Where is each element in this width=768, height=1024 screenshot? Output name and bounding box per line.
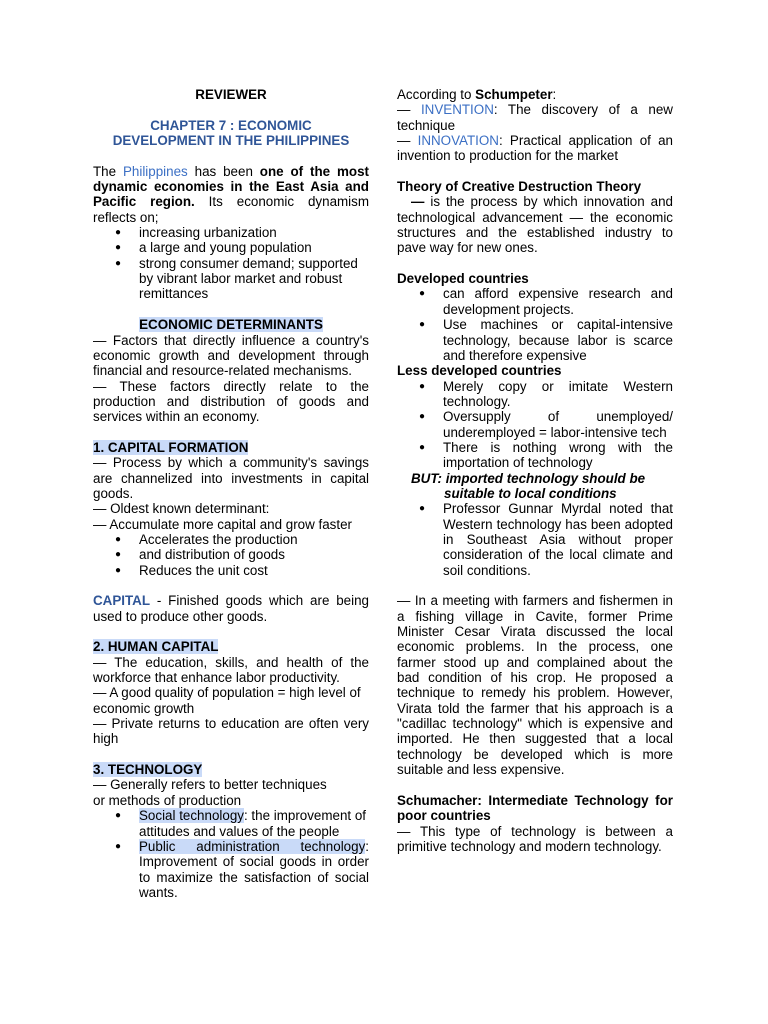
list-item: ● Use machines or capital-intensive technology, because labor is scarce and therefore expensive [397,317,673,363]
list-item: ● can afford expensive research and development projects. [397,286,673,317]
human-capital-text-1: — The education, skills, and health of the workforce that enhance labor productivity. [93,654,369,686]
social-technology-text: : the improvement of attitudes and values of the people [139,808,367,839]
human-capital-text-2: — A good quality of population = high level of economic growth [93,685,361,716]
invention-term: INVENTION [420,102,494,118]
schumpeter-colon: : [552,87,557,102]
chapter-title-line1: CHAPTER 7 : ECONOMIC [150,117,312,133]
list-item: ● and distribution of goods [93,547,369,562]
capital-formation-list [93,532,369,578]
developed-countries-heading: Developed countries [397,271,529,287]
technology-heading: 3. TECHNOLOGY [93,762,203,778]
public-admin-technology-text: : Improvement of social goods in order to maximize the satisfaction of social wants. [139,838,369,900]
intro-bullet-list [93,225,369,302]
determinants-text-2: — These factors directly relate to the production and distribution of goods and services within an economy. [93,378,369,425]
intro-rest: Its economic dynamism reflects on; [93,194,370,225]
but-line-2: suitable to local conditions [444,485,617,501]
list-item: ● Reduces the unit cost [93,563,369,578]
capital-formation-heading: 1. CAPITAL FORMATION [93,439,249,455]
right-column [397,87,673,854]
chapter-title-line2: DEVELOPMENT IN THE PHILIPPINES [112,133,350,149]
list-item: ● Merely copy or imitate Western technology. [397,379,673,410]
theory-dash: — [411,194,425,210]
intro-has-been: has been [187,163,260,179]
invention-definition [397,102,673,133]
less-developed-list [397,379,673,471]
human-capital-heading: 2. HUMAN CAPITAL [93,639,219,655]
social-technology-term: Social technology [139,808,244,824]
invention-def: : The discovery of a new technique [397,102,673,133]
capital-formation-heading-wrap [93,440,369,455]
capital-formation-text-1: — Process by which a community's savings are channelized into investments in capital goods. [93,455,369,501]
schumpeter-intro [397,87,673,102]
schumacher-heading: Schumacher: Intermediate Technology for poor countries [397,792,673,824]
capital-definition [93,593,369,624]
creative-destruction-text [397,194,673,255]
technology-text-2: or methods of production [93,792,242,808]
list-item: ● Accelerates the production [93,532,369,547]
determinants-text-1: — Factors that directly influence a country's economic growth and development through financial and resource-related mechanisms. [93,332,369,379]
schumpeter-intro-text: According to [397,87,476,102]
intro-paragraph [93,164,369,225]
list-item [93,808,369,839]
less-developed-heading: Less developed countries [397,363,562,379]
developed-countries-list [397,286,673,363]
capital-formation-text-2: — Oldest known determinant: [93,501,270,517]
left-column [93,87,369,900]
page-title: REVIEWER [195,87,267,102]
human-capital-text-3: — Private returns to education are often very high [93,716,369,747]
dash: — [397,102,421,118]
innovation-term: INNOVATION [417,133,499,149]
innovation-def: : Practical application of an invention to production for the market [397,133,673,164]
list-item: ● There is nothing wrong with the importation of technology [397,440,673,471]
capital-def-text: - Finished goods which are being used to produce other goods. [93,593,369,624]
human-capital-heading-wrap [93,639,369,654]
capital-term: CAPITAL [93,593,151,609]
myrdal-list [397,501,673,578]
determinants-heading: ECONOMIC DETERMINANTS [139,317,323,333]
list-item: ● increasing urbanization [93,225,369,240]
list-item: ● Oversupply of unemployed/ underemployed = labor-intensive tech [397,409,673,440]
list-item [93,839,369,900]
technology-text-1: — Generally refers to better techniques [93,777,327,793]
intro-bold: one of the most dynamic economies in the East Asia and Pacific region. [93,163,369,210]
creative-destruction-heading: Theory of Creative Destruction Theory [397,179,642,195]
innovation-definition [397,133,673,164]
schumpeter-name: Schumpeter [475,87,553,102]
public-admin-technology-term: Public administration technology [139,838,366,854]
determinants-heading-wrap [93,317,369,332]
philippines-link[interactable]: Philippines [122,163,188,179]
virata-paragraph: — In a meeting with farmers and fishermen in a fishing village in Cavite, former Prime Minister Cesar Virata discussed the local economic problems. In the process, one farmer stood up and complained about the bad condition of his crop. He proposed a technique to remedy his problem. However, Virata told the farmer that his approach is a "cadillac technology" which is expensive and imported. He then suggested that a local technology be developed which is more suitable and less expensive. [397,593,673,778]
list-item: ● strong consumer demand; supported by vibrant labor market and robust remittances [93,256,369,302]
schumacher-text: — This type of technology is between a primitive technology and modern technology. [397,823,673,854]
intro-the: The [93,163,123,179]
list-item: ● a large and young population [93,240,369,255]
but-line-1: BUT: imported technology should be [411,470,646,486]
theory-text: is the process by which innovation and technological advancement — the economic structures and the established industry to pave way for new ones. [397,194,673,256]
list-item: ● Professor Gunnar Myrdal noted that Western technology has been adopted in Southeast Asia without proper consideration of the local climate and soil conditions. [397,501,673,578]
technology-list [93,808,369,900]
technology-heading-wrap [93,762,369,777]
capital-formation-text-3: — Accumulate more capital and grow faster [93,516,353,532]
dash: — [397,133,418,149]
